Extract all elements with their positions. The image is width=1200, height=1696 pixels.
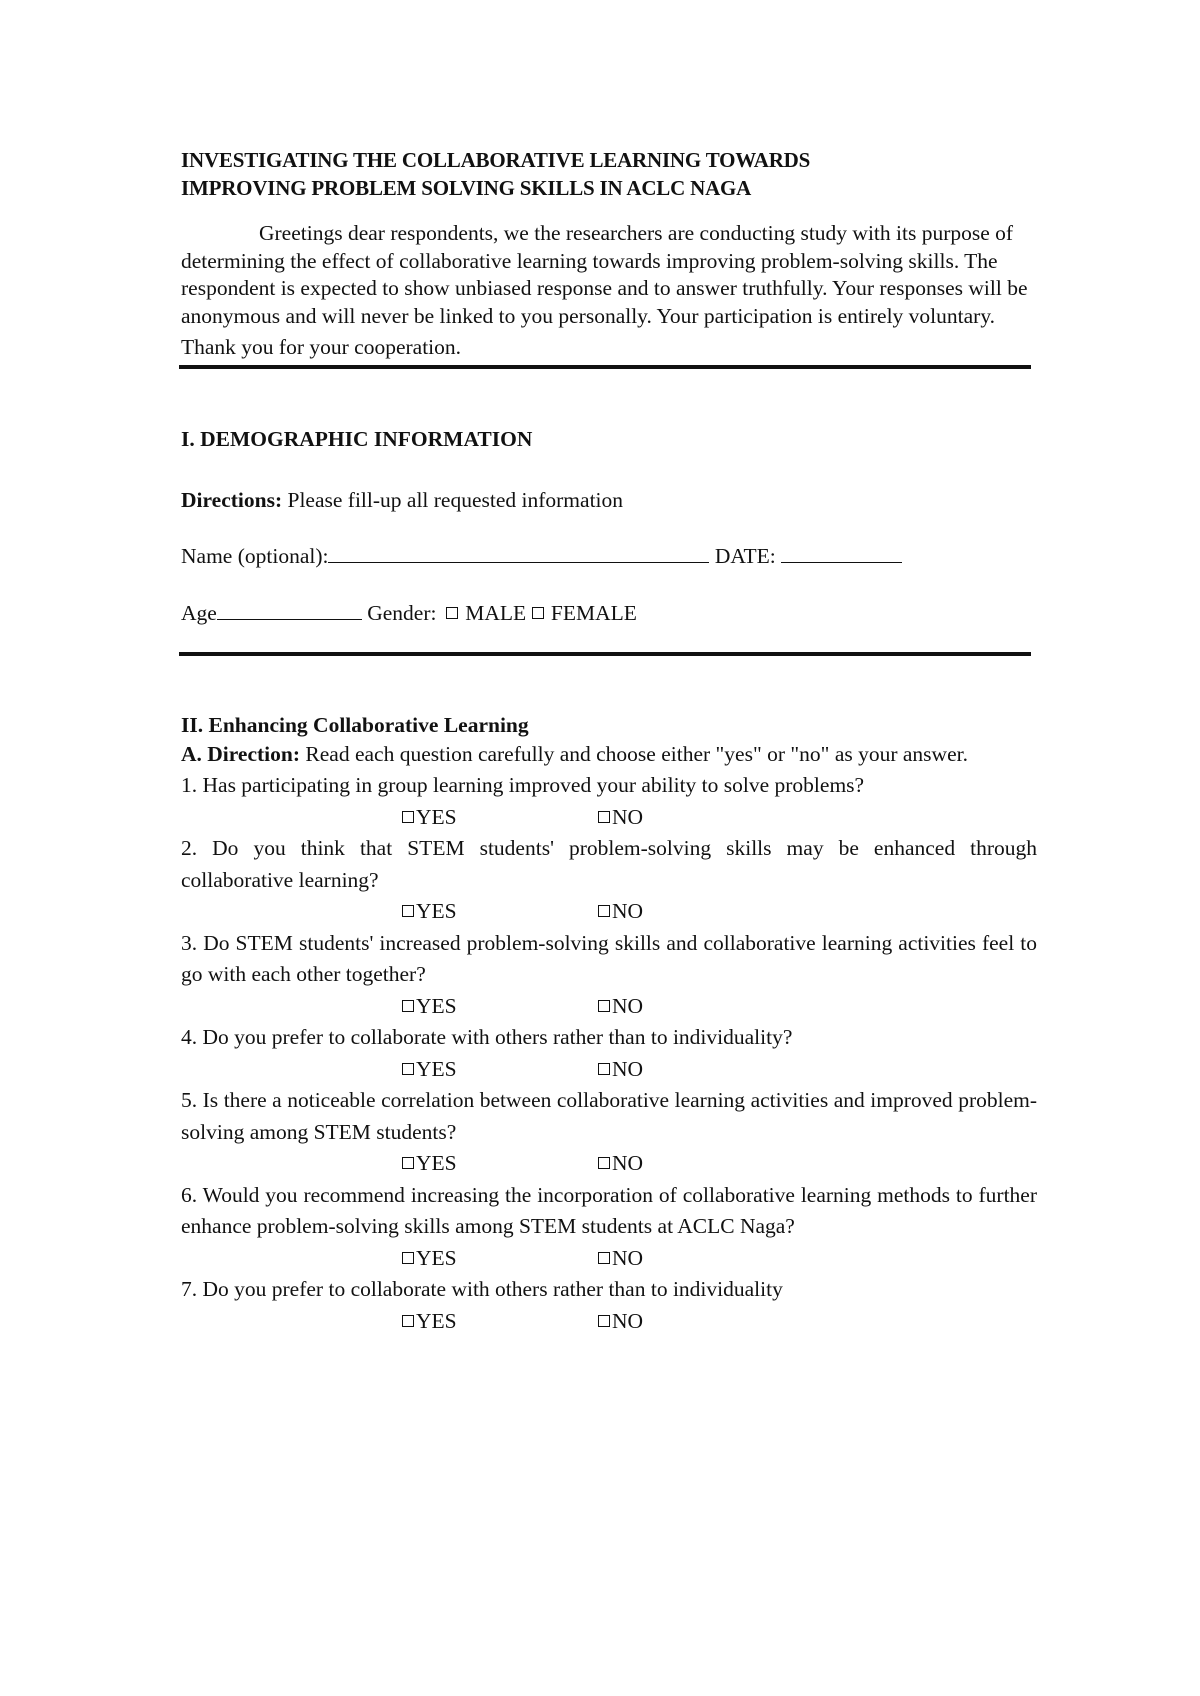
question-6: 6. Would you recommend increasing the incorporation of collaborative learning methods to further enhance problem-solving skills among STEM students at ACLC Naga? — [181, 1182, 1037, 1238]
title-line-1: INVESTIGATING THE COLLABORATIVE LEARNING TOWARDS — [181, 148, 811, 172]
document-content — [181, 146, 1037, 1337]
checkbox-icon[interactable] — [402, 1000, 414, 1012]
female-label: FEMALE — [545, 600, 637, 625]
question-4: 4. Do you prefer to collaborate with others rather than to individuality? — [181, 1025, 793, 1049]
question-1-options — [181, 802, 1037, 834]
question-2-options — [181, 896, 1037, 928]
title-line-2: IMPROVING PROBLEM SOLVING SKILLS IN ACLC NAGA — [181, 176, 752, 200]
question-4-options — [181, 1054, 1037, 1086]
question-5-options — [181, 1148, 1037, 1180]
yes-label: YES — [416, 993, 457, 1018]
section-1-title: I. DEMOGRAPHIC INFORMATION — [181, 426, 533, 451]
female-checkbox[interactable] — [532, 607, 544, 619]
yes-option[interactable] — [402, 896, 457, 928]
no-label: NO — [612, 993, 644, 1018]
no-option[interactable] — [598, 802, 643, 834]
yes-option[interactable] — [402, 1054, 457, 1086]
divider-rule — [179, 365, 1031, 369]
no-label: NO — [612, 899, 644, 923]
no-label: NO — [612, 1245, 644, 1270]
no-label: NO — [612, 1151, 644, 1175]
yes-option[interactable] — [402, 802, 457, 834]
age-field[interactable] — [217, 601, 362, 620]
yes-label: YES — [416, 1308, 457, 1333]
checkbox-icon[interactable] — [402, 811, 414, 823]
age-label: Age — [181, 600, 217, 625]
name-date-row — [181, 542, 1037, 570]
question-1: 1. Has participating in group learning improved your ability to solve problems? — [181, 773, 865, 797]
directions-label: Directions: — [181, 487, 283, 512]
checkbox-icon[interactable] — [598, 1063, 610, 1075]
direction-text: Read each question carefully and choose either "yes" or "no" as your answer. — [300, 741, 968, 766]
question-5: 5. Is there a noticeable correlation between collaborative learning activities and improved problem-solving among STEM students? — [181, 1088, 1037, 1144]
date-label: DATE: — [714, 543, 782, 568]
yes-label: YES — [416, 1151, 457, 1175]
yes-option[interactable] — [402, 1306, 457, 1338]
divider-rule-2 — [179, 652, 1031, 656]
yes-option[interactable] — [402, 1243, 457, 1275]
male-checkbox[interactable] — [446, 607, 458, 619]
yes-label: YES — [416, 899, 457, 923]
checkbox-icon[interactable] — [402, 1157, 414, 1169]
no-option[interactable] — [598, 1243, 643, 1275]
no-option[interactable] — [598, 991, 643, 1023]
checkbox-icon[interactable] — [402, 1063, 414, 1075]
no-option[interactable] — [598, 896, 643, 928]
gender-label: Gender: — [361, 600, 442, 625]
question-list — [181, 770, 1037, 1337]
checkbox-icon[interactable] — [598, 1252, 610, 1264]
no-label: NO — [612, 1056, 644, 1081]
thanks-line: Thank you for your cooperation. — [181, 335, 462, 359]
section-2-directions — [181, 739, 1037, 771]
male-label: MALE — [459, 600, 532, 625]
date-field[interactable] — [781, 544, 902, 563]
question-3-options — [181, 991, 1037, 1023]
checkbox-icon[interactable] — [598, 1000, 610, 1012]
question-7: 7. Do you prefer to collaborate with others rather than to individuality — [181, 1277, 783, 1301]
question-6-options — [181, 1243, 1037, 1275]
checkbox-icon[interactable] — [598, 811, 610, 823]
checkbox-icon[interactable] — [402, 905, 414, 917]
yes-label: YES — [416, 1245, 457, 1270]
yes-option[interactable] — [402, 991, 457, 1023]
no-label: NO — [612, 1308, 644, 1333]
checkbox-icon[interactable] — [598, 1157, 610, 1169]
section-2-title: II. Enhancing Collaborative Learning — [181, 712, 529, 737]
intro-block — [181, 220, 1037, 362]
checkbox-icon[interactable] — [402, 1252, 414, 1264]
yes-label: YES — [416, 1056, 457, 1081]
no-label: NO — [612, 804, 644, 829]
directions-text: Please fill-up all requested information — [282, 487, 624, 512]
question-2: 2. Do you think that STEM students' problem-solving skills may be enhanced through collaborative learning? — [181, 836, 1037, 892]
name-label: Name (optional): — [181, 543, 329, 568]
checkbox-icon[interactable] — [598, 1315, 610, 1327]
intro-paragraph: Greetings dear respondents, we the researchers are conducting study with its purpose of determining the effect of collaborative learning towards improving problem-solving skills. The respondent is expected to show unbiased response and to answer truthfully. Your responses will be anonymous and will never be linked to you personally. Your participation is entirely voluntary. — [181, 221, 1028, 328]
directions-line — [181, 486, 1037, 514]
no-option[interactable] — [598, 1148, 643, 1180]
yes-option[interactable] — [402, 1148, 457, 1180]
yes-label: YES — [416, 804, 457, 829]
question-7-options — [181, 1306, 1037, 1338]
no-option[interactable] — [598, 1054, 643, 1086]
no-option[interactable] — [598, 1306, 643, 1338]
age-gender-row — [181, 599, 1037, 627]
checkbox-icon[interactable] — [402, 1315, 414, 1327]
name-field[interactable] — [328, 544, 709, 563]
question-3: 3. Do STEM students' increased problem-solving skills and collaborative learning activities feel to go with each other together? — [181, 930, 1037, 986]
direction-label: A. Direction: — [181, 741, 301, 766]
checkbox-icon[interactable] — [598, 905, 610, 917]
